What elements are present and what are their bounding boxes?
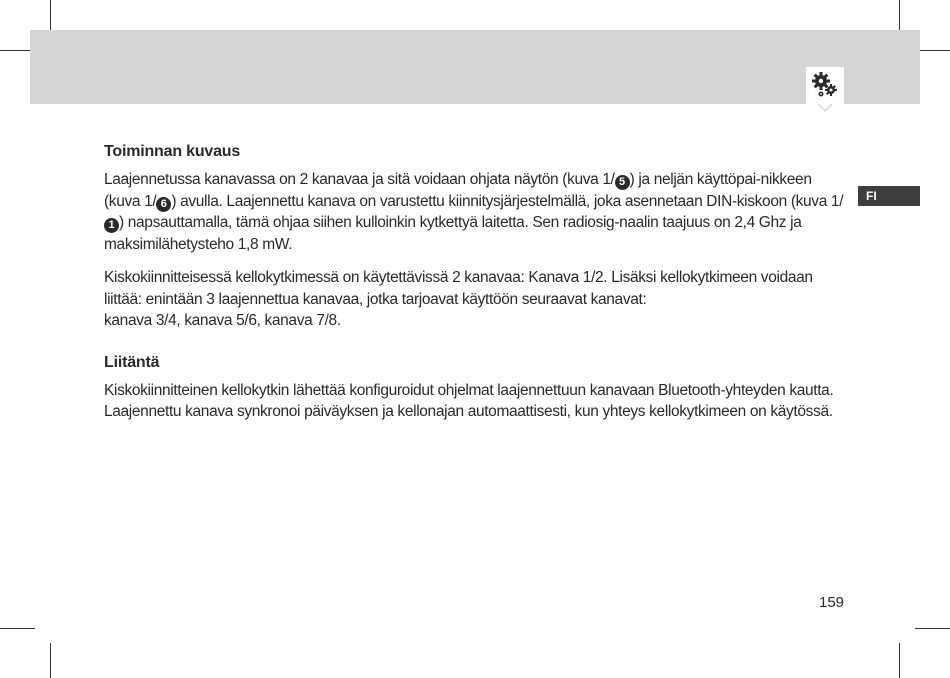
text-segment: Laajennetussa kanavassa on 2 kanavaa ja sitä voidaan ohjata näytön (kuva 1/	[104, 171, 615, 188]
gears-icon	[806, 67, 844, 104]
section-heading-description: Toiminnan kuvaus	[104, 143, 241, 160]
header-band	[30, 30, 920, 104]
figure-ref-badge: 6	[156, 197, 171, 212]
text-segment: ) ja neljän käyttöpai-nikkeen (kuva 1/	[104, 171, 812, 210]
crop-mark	[50, 643, 51, 678]
paragraph-connection: Kiskokiinnitteinen kellokytkin lähettää konfiguroidut ohjelmat laajennettuun kanavaan Bluetooth-yhteyden kautta. Laajennettu kanava synkronoi päiväyksen ja kellonajan automaattisesti, kun yhteys kellokytkimeen on käytössä.	[104, 381, 834, 420]
crop-mark	[915, 50, 950, 51]
crop-mark	[915, 628, 950, 629]
text-segment: kanava 3/4, kanava 5/6, kanava 7/8.	[104, 312, 341, 329]
text-segment: ) avulla. Laajennettu kanava on varustettu kiinnitysjärjestelmällä, joka asennetaan DIN-kiskoon (kuva 1/	[171, 192, 844, 210]
paragraph-description	[104, 169, 844, 255]
main-content	[104, 141, 844, 435]
figure-ref-badge: 5	[615, 175, 630, 190]
crop-mark	[899, 643, 900, 678]
figure-ref-badge: 1	[104, 218, 119, 233]
section-heading-connection: Liitäntä	[104, 353, 160, 371]
page-number: 159	[819, 594, 845, 611]
text-segment: ) napsauttamalla, tämä ohjaa siihen kulloinkin kytkettyä laitetta. Sen radiosig-naalin taajuus on 2,4 Ghz ja maksimilähetysteho 1,8 mW.	[104, 214, 802, 253]
paragraph-channels	[104, 267, 844, 332]
text-segment: Kiskokiinnitteisessä kellokytkimessä on käytettävissä 2 kanavaa: Kanava 1/2. Lisäksi kellokytkimeen voidaan liittää: enintään 3 laajennettua kanavaa, jotka tarjoavat käyttöön seuraavat kanavat:	[104, 269, 813, 308]
crop-mark	[0, 628, 35, 629]
icon-pointer-inner	[819, 104, 831, 110]
language-tab: FI	[858, 186, 920, 206]
